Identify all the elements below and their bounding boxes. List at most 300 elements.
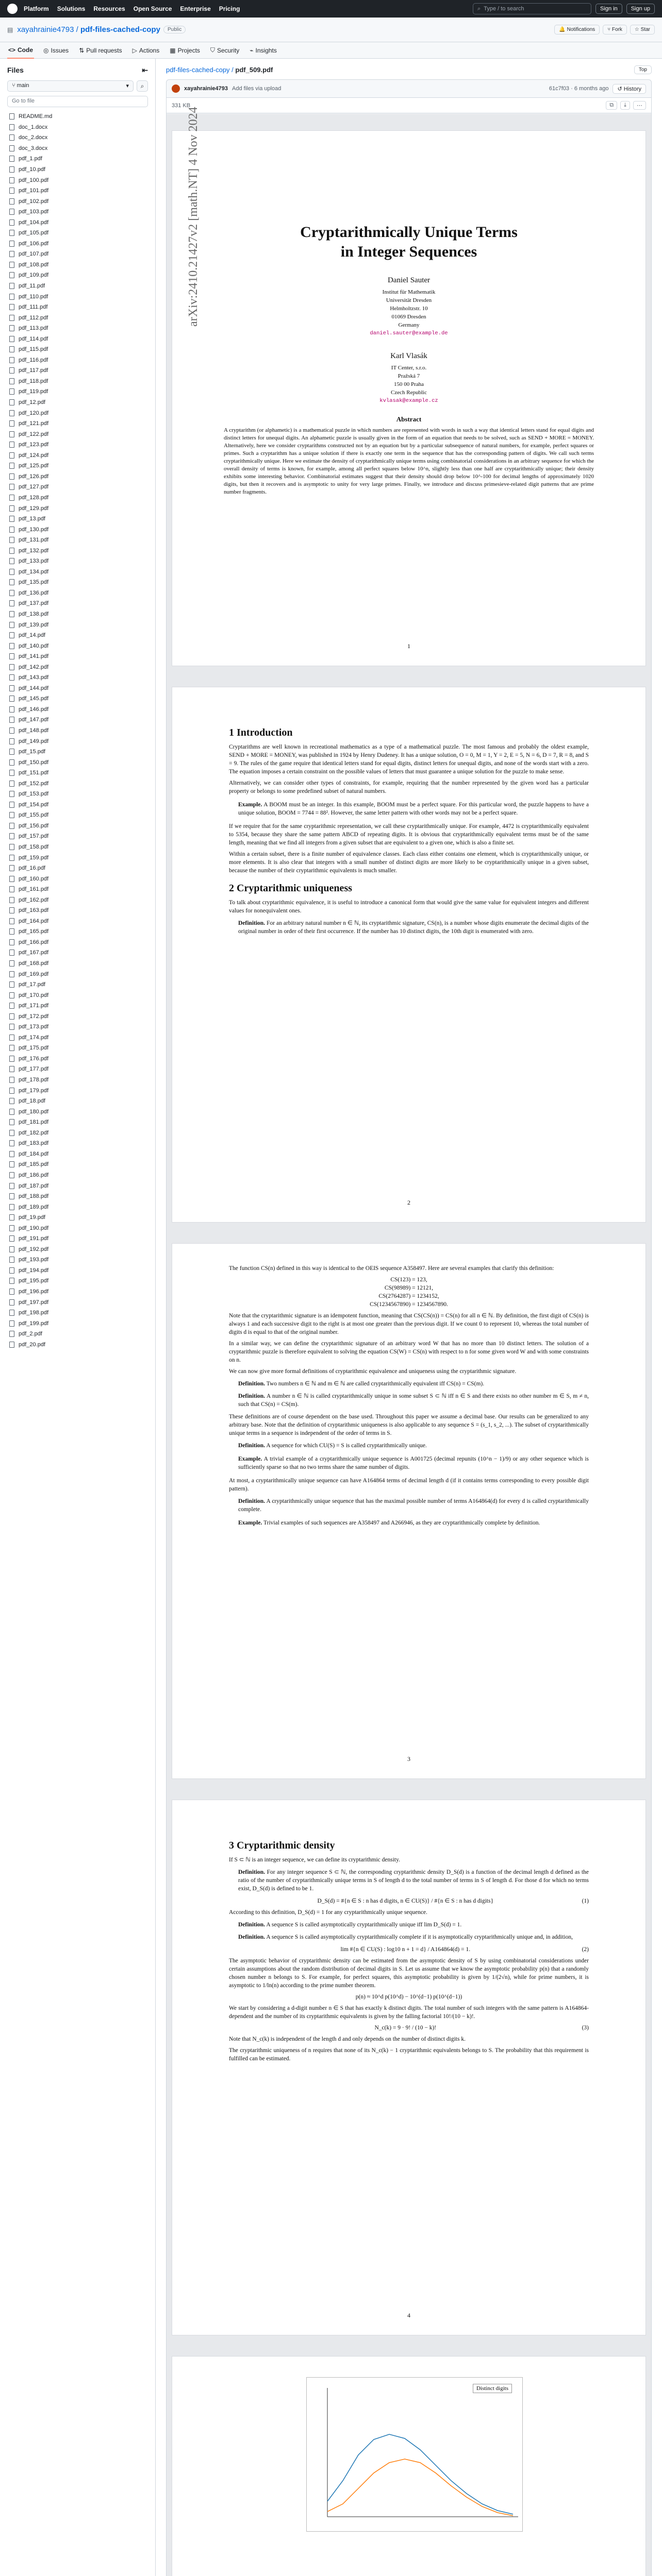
nav-open-source[interactable]: Open Source — [133, 5, 172, 12]
definition-heading: Definition. — [238, 1934, 266, 1940]
file-tree-item[interactable] — [7, 630, 148, 641]
file-tree-item[interactable] — [7, 1096, 148, 1107]
file-tree-item[interactable] — [7, 894, 148, 905]
file-tree-item-label: pdf_194.pdf — [19, 1267, 49, 1274]
file-tree-item-label: pdf_164.pdf — [19, 918, 49, 924]
file-tree-item[interactable] — [7, 916, 148, 927]
commit-author[interactable]: xayahrainie4793 — [184, 86, 228, 92]
file-tree-item[interactable] — [7, 217, 148, 228]
file-tree-item[interactable] — [7, 524, 148, 535]
file-tree-item[interactable] — [7, 1128, 148, 1139]
branch-icon: ⑂ — [12, 82, 15, 89]
file-icon — [9, 632, 14, 638]
paper-title-line-2: in Integer Sequences — [340, 243, 477, 260]
file-icon — [9, 992, 14, 998]
shield-icon: ⛉ — [210, 46, 215, 54]
file-tree-item[interactable] — [7, 535, 148, 546]
file-tree-item-label: pdf_160.pdf — [19, 875, 49, 882]
file-tree-item[interactable] — [7, 990, 148, 1001]
download-icon[interactable]: ⤓ — [620, 101, 630, 110]
file-tree-item-label: pdf_174.pdf — [19, 1034, 49, 1041]
definition-block — [238, 1497, 589, 1514]
file-tree-item[interactable] — [7, 1339, 148, 1350]
file-tree-item[interactable] — [7, 503, 148, 514]
definition-text: For any integer sequence S ⊂ ℕ, the corresponding cryptarithmic density D_S(d) is a function of the decimal length d defined as the ratio of the number of cryptarithmically unique terms in S of length d to the total number of terms in S of length d. For those d for which no terms exist, D_S(d) is defined to be 1. — [238, 1869, 589, 1892]
paragraph: Note that the cryptarithmic signature is an idempotent function, meaning that CS(CS(n)) = CS(n) for all n ∈ ℕ. By definition, the first digit of CS(n) is always 1 and each successive digit to the right is at most one greater than the previous digit. If we count 0 to represent 10, whereas the total number of digits d is equal to that of the original number. — [229, 1313, 589, 1335]
file-tree-item[interactable] — [7, 693, 148, 704]
pdf-page-4 — [172, 1800, 646, 2335]
file-tree-item[interactable] — [7, 1054, 148, 1064]
file-tree-sidebar — [0, 59, 156, 2576]
file-tree-item[interactable] — [7, 482, 148, 493]
file-tree-item[interactable] — [7, 926, 148, 937]
file-tree-item[interactable] — [7, 461, 148, 471]
file-icon — [9, 1320, 14, 1327]
tab-code-label: Code — [18, 46, 34, 54]
nav-pricing[interactable]: Pricing — [219, 5, 240, 12]
file-tree-item[interactable] — [7, 143, 148, 154]
file-tree-item[interactable] — [7, 1223, 148, 1233]
file-icon — [9, 1331, 14, 1337]
tab-security[interactable] — [209, 42, 240, 58]
tab-insights-label: Insights — [255, 46, 277, 54]
file-tree-item[interactable] — [7, 228, 148, 239]
definition-heading: Definition. — [238, 1443, 266, 1449]
file-tree-item[interactable] — [7, 1180, 148, 1191]
nav-platform[interactable]: Platform — [24, 5, 49, 12]
file-tree-item[interactable] — [7, 1043, 148, 1054]
affiliation-1-line: Germany — [398, 322, 420, 328]
file-tree-item[interactable] — [7, 937, 148, 948]
file-tree-item[interactable] — [7, 842, 148, 853]
star-button[interactable]: ☆ Star — [630, 25, 655, 35]
raw-button[interactable]: ⧉ — [606, 101, 617, 110]
file-tree-item[interactable] — [7, 239, 148, 249]
file-icon — [9, 1246, 14, 1252]
file-tree-item[interactable] — [7, 1233, 148, 1244]
file-tree-item-label: pdf_179.pdf — [19, 1087, 49, 1094]
tab-issues[interactable] — [42, 43, 70, 58]
email-2[interactable]: kvlasak@example.cz — [379, 398, 438, 404]
file-tree-item[interactable] — [7, 1138, 148, 1149]
tab-projects[interactable] — [169, 43, 201, 58]
main-area — [0, 59, 662, 2576]
file-tree-item[interactable] — [7, 450, 148, 461]
file-tree-item[interactable] — [7, 471, 148, 482]
file-tree-item-label: pdf_176.pdf — [19, 1055, 49, 1062]
file-tree-item[interactable] — [7, 164, 148, 175]
file-icon — [9, 1066, 14, 1072]
example-block — [238, 801, 589, 817]
file-tree-item[interactable] — [7, 672, 148, 683]
file-tree-item[interactable] — [7, 429, 148, 439]
file-icon — [9, 928, 14, 935]
file-icon — [9, 653, 14, 659]
file-tree-item[interactable] — [7, 1106, 148, 1117]
file-tree-item[interactable] — [7, 863, 148, 874]
tab-code[interactable] — [7, 42, 34, 59]
series-line — [327, 2434, 513, 2514]
file-tree-item[interactable] — [7, 715, 148, 725]
paragraph: To talk about cryptarithmic equivalence, it is useful to introduce a canonical form that would give the same value for equivalent integers and different values for nonequivalent ones. — [229, 900, 589, 914]
file-tree-item[interactable] — [7, 905, 148, 916]
file-icon — [9, 452, 14, 459]
file-tree-item[interactable] — [7, 1318, 148, 1329]
file-tree-item-label: pdf_14.pdf — [19, 632, 45, 639]
global-header — [0, 0, 662, 18]
repo-tabs — [0, 42, 662, 59]
paragraph: Note that N_c(k) is independent of the length d and only depends on the number of distinct digits k. — [229, 2036, 466, 2042]
file-icon — [9, 124, 14, 130]
file-icon — [9, 156, 14, 162]
definition-heading: Definition. — [238, 1498, 266, 1504]
projects-icon: ▦ — [170, 46, 176, 54]
definition-heading: Definition. — [238, 1381, 266, 1387]
file-icon — [9, 463, 14, 469]
paragraph: According to this definition, D_S(d) = 1 for any cryptarithmically unique sequence. — [229, 1909, 427, 1916]
nav-resources[interactable]: Resources — [93, 5, 125, 12]
example-heading: Example. — [238, 1520, 262, 1526]
file-icon — [9, 1310, 14, 1316]
file-tree-item[interactable] — [7, 736, 148, 747]
file-tree-item[interactable] — [7, 270, 148, 281]
file-tree-item[interactable] — [7, 1265, 148, 1276]
file-tree-item[interactable] — [7, 408, 148, 418]
file-tree-item-label: pdf_119.pdf — [19, 388, 48, 395]
file-icon — [9, 781, 14, 787]
example-heading: Example. — [238, 1456, 262, 1462]
notifications-button[interactable]: 🔔 Notifications — [554, 25, 600, 35]
file-icon — [9, 134, 14, 141]
file-icon — [9, 939, 14, 945]
file-icon — [9, 1278, 14, 1284]
file-tree-item[interactable] — [7, 132, 148, 143]
file-icon — [9, 1161, 14, 1167]
file-tree-item[interactable] — [7, 640, 148, 651]
file-tree-item[interactable] — [7, 111, 148, 122]
file-tree-item-label: pdf_149.pdf — [19, 738, 49, 744]
file-tree-item[interactable] — [7, 1117, 148, 1128]
file-tree-item-label: pdf_196.pdf — [19, 1288, 49, 1295]
file-tree-item-label: pdf_127.pdf — [19, 484, 49, 490]
file-tree-item[interactable] — [7, 154, 148, 164]
commit-message[interactable]: Add files via upload — [232, 86, 282, 92]
sign-up-button[interactable]: Sign up — [626, 4, 655, 14]
file-icon — [9, 219, 14, 226]
file-tree-item[interactable] — [7, 821, 148, 832]
file-tree-item[interactable] — [7, 704, 148, 715]
top-button[interactable] — [634, 65, 652, 74]
file-tree-item[interactable] — [7, 1212, 148, 1223]
file-tree-item[interactable] — [7, 1244, 148, 1255]
file-tree-item[interactable] — [7, 312, 148, 323]
file-tree-item-label: pdf_2.pdf — [19, 1331, 42, 1337]
file-tree-item[interactable] — [7, 185, 148, 196]
file-tree-item[interactable] — [7, 1064, 148, 1075]
file-tree-item[interactable] — [7, 1149, 148, 1160]
file-tree-item[interactable] — [7, 884, 148, 895]
definition-heading: Definition. — [238, 1922, 266, 1928]
file-icon — [9, 950, 14, 956]
file-icon — [9, 579, 14, 585]
file-tree-item[interactable] — [7, 333, 148, 344]
file-tree-item[interactable] — [7, 757, 148, 768]
search-input[interactable] — [473, 3, 591, 14]
file-tree-item-label: pdf_139.pdf — [19, 621, 49, 628]
file-tree-item[interactable] — [7, 651, 148, 662]
tab-insights[interactable] — [249, 43, 278, 58]
file-tree-item[interactable] — [7, 567, 148, 578]
file-icon — [9, 388, 14, 395]
file-tree-item[interactable] — [7, 598, 148, 609]
search-files-button[interactable] — [137, 80, 148, 92]
file-tree-item-label: pdf_148.pdf — [19, 727, 49, 734]
affiliation-1-line: Institut für Mathematik — [382, 289, 436, 295]
file-tree-item[interactable] — [7, 302, 148, 313]
file-tree-item[interactable] — [7, 355, 148, 366]
file-tree-item-label: pdf_172.pdf — [19, 1013, 49, 1020]
file-tree-item-label: pdf_154.pdf — [19, 801, 49, 808]
file-tree-item[interactable] — [7, 291, 148, 302]
file-tree-item-label: pdf_19.pdf — [19, 1214, 45, 1221]
example-line: CS(2764287) = 1234152, — [378, 1293, 439, 1299]
nav-enterprise[interactable]: Enterprise — [180, 5, 211, 12]
file-tree-item-label: pdf_167.pdf — [19, 950, 49, 956]
file-icon — [9, 230, 14, 236]
example-block — [238, 1455, 589, 1471]
file-tree-item[interactable] — [7, 1159, 148, 1170]
file-tree-item-label: pdf_171.pdf — [19, 1003, 49, 1009]
more-options-icon[interactable]: ⋯ — [633, 101, 646, 110]
file-tree-item[interactable] — [7, 376, 148, 387]
pull-request-icon: ⇅ — [79, 46, 85, 54]
file-icon — [9, 442, 14, 448]
equation-text: N_c(k) = 9 · 9! / (10 − k)! — [374, 2025, 437, 2031]
star-label: Star — [640, 27, 650, 32]
file-tree-item[interactable] — [7, 418, 148, 429]
file-tree-item[interactable] — [7, 1001, 148, 1011]
file-icon — [9, 1130, 14, 1136]
nav-solutions[interactable]: Solutions — [57, 5, 86, 12]
tab-pull-requests[interactable] — [78, 43, 123, 58]
file-icon — [9, 188, 14, 194]
file-tree-item[interactable] — [7, 619, 148, 630]
collapse-sidebar-icon[interactable]: ⇤ — [142, 65, 148, 74]
go-to-file-input[interactable] — [7, 96, 148, 107]
definition-text: A number n ∈ ℕ is called cryptarithmically unique in some subset S ⊂ ℕ iff n ∈ S and there exists no other number m ∈ S, m ≠ n, such that CS(n) = CS(m). — [238, 1393, 589, 1408]
file-tree-item-label: pdf_114.pdf — [19, 335, 48, 342]
paragraph: The cryptarithmic uniqueness of n requires that none of its N_c(k) − 1 cryptarithmic equivalents belongs to S. The probability that this requirement is fulfilled can be estimated. — [229, 2047, 589, 2062]
file-icon — [9, 262, 14, 268]
author-1: Daniel Sauter — [387, 276, 431, 284]
file-tree-item[interactable] — [7, 1022, 148, 1032]
file-tree-item-label: pdf_141.pdf — [19, 653, 49, 660]
file-tree-item-label: pdf_130.pdf — [19, 526, 49, 533]
file-tree-item-label: pdf_162.pdf — [19, 896, 49, 903]
file-icon — [9, 706, 14, 713]
file-list — [7, 111, 148, 1350]
file-tree-item-label: pdf_193.pdf — [19, 1257, 49, 1263]
file-tree-item[interactable] — [7, 958, 148, 969]
paragraph: We can now give more formal definitions of cryptarithmic equivalence and uniqueness using the cryptarithmic signature. — [229, 1368, 517, 1375]
file-tree-item-label: pdf_134.pdf — [19, 568, 49, 575]
branch-selector[interactable] — [7, 80, 134, 92]
file-tree-item[interactable] — [7, 249, 148, 260]
file-tree-item[interactable] — [7, 1297, 148, 1308]
file-tree-item-label: pdf_143.pdf — [19, 674, 49, 681]
file-tree-item[interactable] — [7, 514, 148, 524]
breadcrumb-repo-link[interactable]: pdf-files-cached-copy — [166, 65, 230, 74]
file-tree-item[interactable] — [7, 207, 148, 217]
equation-text: D_S(d) = #{n ∈ S : n has d digits, n ∈ CU(S)} / #{n ∈ S : n has d digits} — [317, 1898, 494, 1904]
file-icon — [9, 600, 14, 606]
file-tree-item[interactable] — [7, 1011, 148, 1022]
file-icon — [9, 685, 14, 691]
file-tree-item[interactable] — [7, 545, 148, 556]
file-tree-item[interactable] — [7, 768, 148, 778]
file-tree-item[interactable] — [7, 577, 148, 588]
github-logo-icon[interactable] — [7, 4, 18, 14]
file-icon — [9, 1140, 14, 1146]
file-icon — [9, 1098, 14, 1104]
file-tree-item-label: pdf_191.pdf — [19, 1235, 49, 1242]
file-icon — [9, 516, 14, 522]
file-icon — [9, 1056, 14, 1062]
file-tree-item-label: pdf_12.pdf — [19, 399, 45, 406]
file-icon — [9, 971, 14, 977]
file-tree-item[interactable] — [7, 778, 148, 789]
file-tree-item[interactable] — [7, 1308, 148, 1318]
file-tree-item[interactable] — [7, 831, 148, 842]
file-tree-item[interactable] — [7, 683, 148, 694]
equation-2 — [229, 1945, 589, 1954]
file-tree-item[interactable] — [7, 323, 148, 334]
history-button[interactable] — [613, 84, 646, 94]
file-icon — [9, 1077, 14, 1083]
file-tree-item-label: pdf_124.pdf — [19, 452, 49, 459]
file-tree-item[interactable] — [7, 852, 148, 863]
tab-actions[interactable] — [131, 43, 161, 58]
file-tree-item[interactable] — [7, 493, 148, 503]
affiliation-2 — [172, 364, 646, 405]
definition-block — [238, 1868, 589, 1893]
repo-name-link[interactable]: pdf-files-cached-copy — [80, 25, 160, 34]
definition-block — [238, 1921, 589, 1929]
repo-header — [0, 18, 662, 42]
repo-owner-link[interactable]: xayahrainie4793 — [17, 25, 74, 34]
file-icon — [9, 473, 14, 480]
paragraph: The function CS(n) defined in this way is identical to the OEIS sequence A358497. Here are several examples that clarify this definition: — [229, 1265, 554, 1272]
file-tree-item-label: pdf_189.pdf — [19, 1204, 49, 1210]
file-tree-item-label: pdf_186.pdf — [19, 1172, 49, 1178]
file-tree-item[interactable] — [7, 122, 148, 133]
file-tree-item[interactable] — [7, 1201, 148, 1212]
file-tree-item[interactable] — [7, 979, 148, 990]
file-tree-item[interactable] — [7, 281, 148, 292]
file-tree-item-label: pdf_135.pdf — [19, 579, 49, 586]
file-tree-item-label: pdf_144.pdf — [19, 685, 49, 691]
file-tree-item[interactable] — [7, 1276, 148, 1286]
file-tree-item[interactable] — [7, 1075, 148, 1086]
file-icon — [9, 1151, 14, 1157]
definition-text: A sequence S is called asymptotically cryptarithmically complete if it is asymptotically cryptarithmically unique and, in addition, — [266, 1934, 573, 1940]
file-tree-item[interactable] — [7, 365, 148, 376]
file-icon — [9, 367, 14, 374]
file-icon — [9, 1024, 14, 1030]
file-tree-item-label: pdf_197.pdf — [19, 1299, 49, 1306]
file-tree-item[interactable] — [7, 969, 148, 979]
file-tree-item[interactable] — [7, 1085, 148, 1096]
file-tree-item[interactable] — [7, 1255, 148, 1265]
page-number: 2 — [407, 1199, 410, 1206]
file-tree-item-label: doc_3.docx — [19, 145, 48, 151]
file-tree-item[interactable] — [7, 873, 148, 884]
file-tree-item-label: pdf_120.pdf — [19, 410, 49, 416]
paragraph: We start by considering a d-digit number n ∈ S that has exactly k distinct digits. The total number of such integers with the same pattern is A164864-dependent and the number of its cryptarithmic equivalents is given by the falling factorial 10!/(10 − k)!. — [229, 2005, 589, 2020]
email-1[interactable]: daniel.sauter@example.de — [370, 330, 448, 336]
file-tree-item[interactable] — [7, 725, 148, 736]
file-tree-item[interactable] — [7, 609, 148, 620]
file-icon — [9, 865, 14, 871]
author-2: Karl Vlasák — [390, 352, 427, 360]
file-tree-item[interactable] — [7, 260, 148, 270]
file-icon — [9, 727, 14, 734]
file-tree-item[interactable] — [7, 397, 148, 408]
file-icon — [9, 674, 14, 681]
file-tree-item-label: pdf_185.pdf — [19, 1161, 49, 1168]
file-tree-item[interactable] — [7, 344, 148, 355]
file-tree-item[interactable] — [7, 800, 148, 810]
file-tree-item[interactable] — [7, 556, 148, 567]
sign-in-button[interactable]: Sign in — [595, 4, 622, 14]
file-icon — [9, 886, 14, 892]
file-tree-item[interactable] — [7, 789, 148, 800]
file-tree-item[interactable] — [7, 1170, 148, 1181]
file-tree-item[interactable] — [7, 588, 148, 599]
file-tree-item-label: pdf_161.pdf — [19, 886, 49, 893]
file-tree-item[interactable] — [7, 196, 148, 207]
file-icon — [9, 399, 14, 405]
file-icon — [9, 1119, 14, 1125]
visibility-badge: Public — [163, 26, 186, 33]
file-tree-item-label: pdf_155.pdf — [19, 812, 49, 819]
file-tree-item[interactable] — [7, 947, 148, 958]
avatar[interactable] — [172, 84, 180, 93]
file-tree-item[interactable] — [7, 810, 148, 821]
page-number: 4 — [407, 2312, 410, 2319]
file-tree-item[interactable] — [7, 175, 148, 185]
repo-title: xayahrainie4793 / pdf-files-cached-copy — [17, 25, 160, 34]
definition-text: A sequence S is called asymptotically cryptarithmically unique iff lim D_S(d) = 1. — [266, 1922, 462, 1928]
file-tree-item-label: pdf_20.pdf — [19, 1341, 45, 1348]
file-tree-item[interactable] — [7, 747, 148, 757]
file-tree-item[interactable] — [7, 386, 148, 397]
file-tree-item[interactable] — [7, 439, 148, 450]
file-tree-item[interactable] — [7, 662, 148, 672]
file-tree-item[interactable] — [7, 1286, 148, 1297]
fork-button[interactable]: ⑂ Fork — [603, 25, 627, 35]
example-line: CS(1234567890) = 1234567890. — [370, 1301, 448, 1308]
search-icon: ⌕ — [477, 5, 481, 12]
file-tree-item[interactable] — [7, 1032, 148, 1043]
file-tree-item[interactable] — [7, 1329, 148, 1340]
file-icon — [9, 1225, 14, 1231]
file-tree-item-label: doc_1.docx — [19, 124, 48, 130]
equation-1 — [229, 1897, 589, 1905]
file-tree-item[interactable] — [7, 1191, 148, 1202]
branch-name: main — [16, 82, 29, 89]
example-list — [229, 1276, 589, 1309]
